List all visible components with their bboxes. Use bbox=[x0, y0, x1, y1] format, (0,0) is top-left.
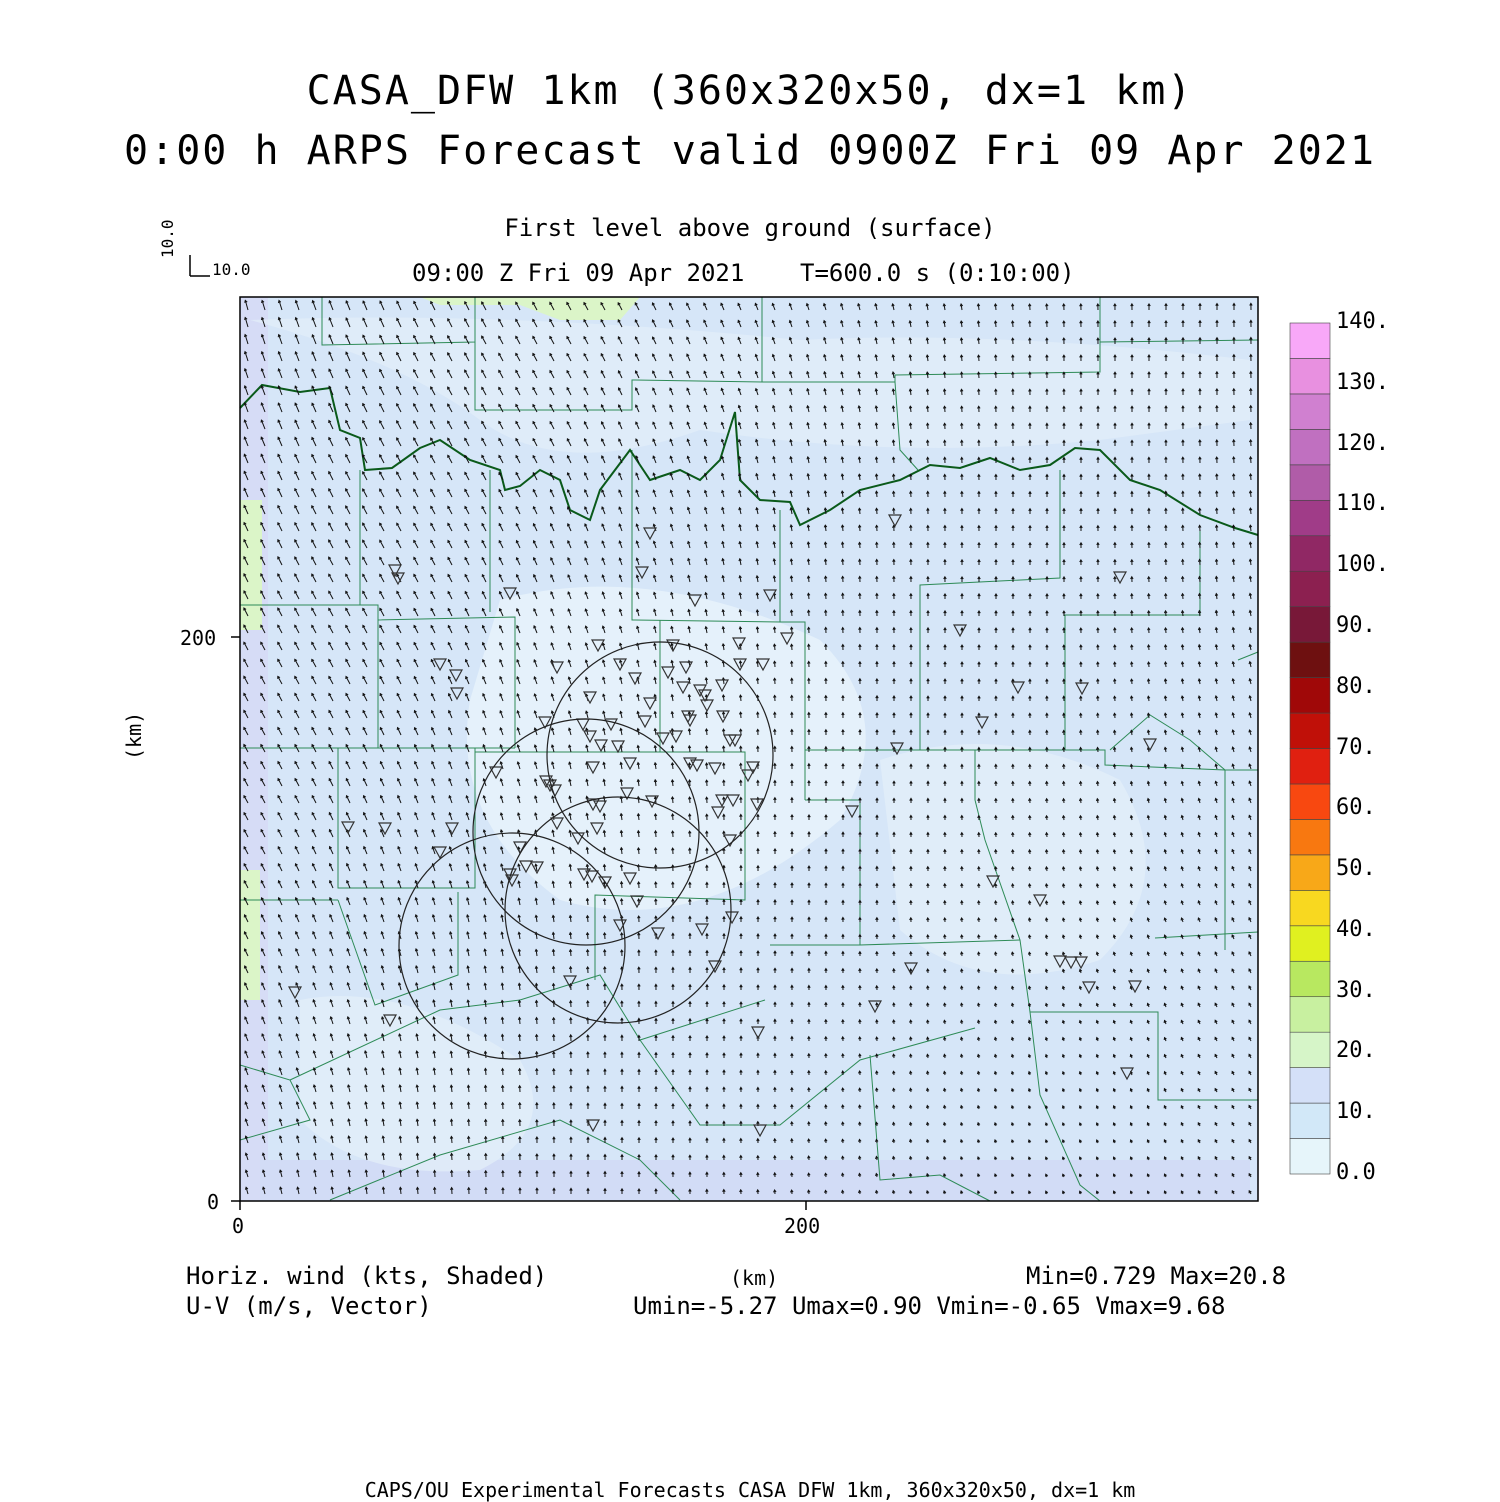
wind-speed-shading bbox=[240, 297, 1258, 1201]
